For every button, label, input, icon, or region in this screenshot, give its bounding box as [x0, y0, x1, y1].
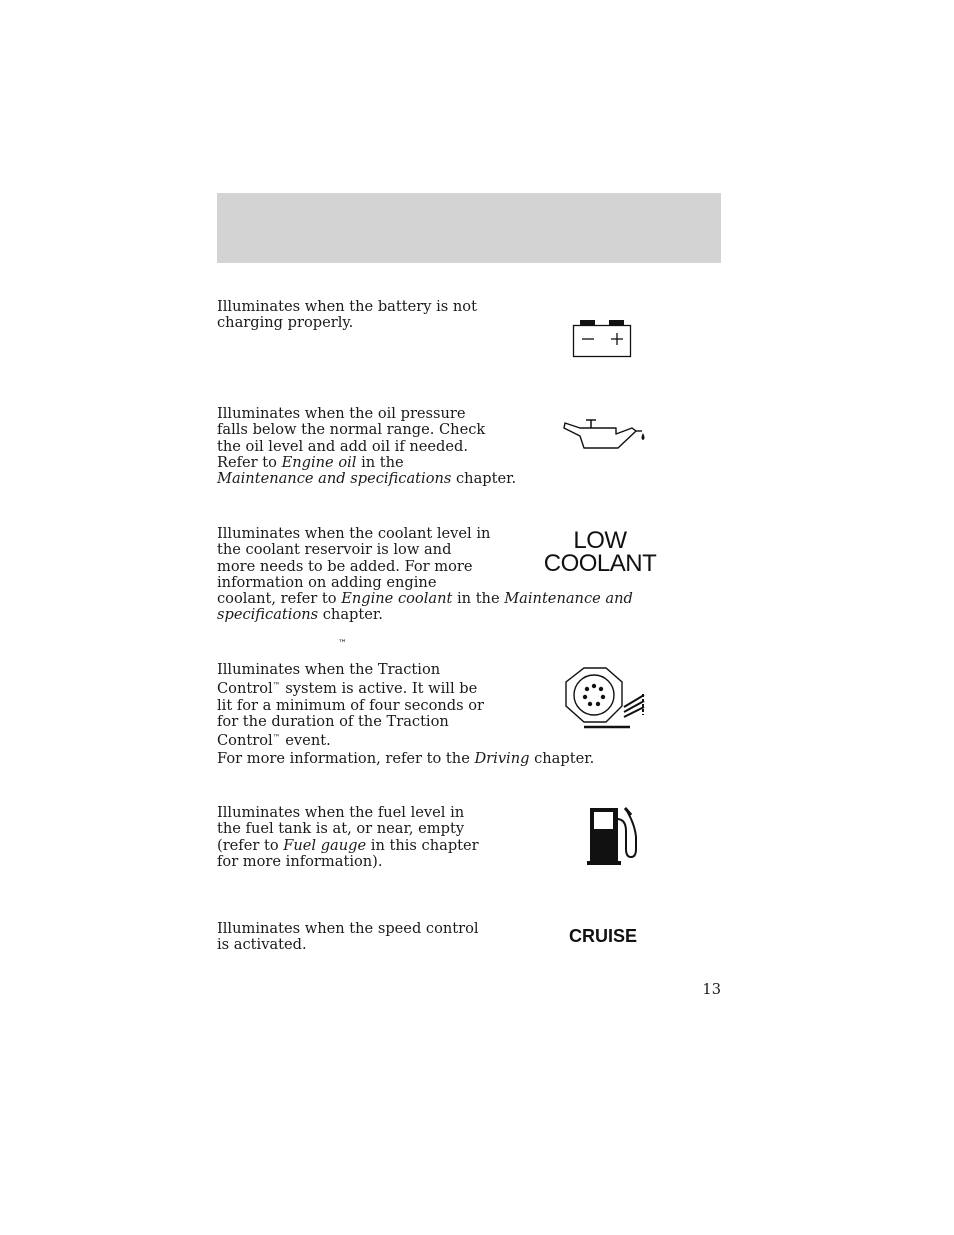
traction-text-1: Illuminates when the Traction Control: [217, 661, 441, 698]
low-coolant-line-2: COOLANT: [543, 550, 657, 577]
coolant-ref-engine-coolant: Engine coolant: [341, 590, 453, 608]
oil-ref-engine-oil: Engine oil: [281, 453, 357, 471]
trademark-mark: ™: [338, 639, 347, 649]
cruise-label: CRUISE: [568, 926, 637, 946]
oil-pressure-description: [217, 406, 516, 487]
trademark-superscript: ™: [272, 681, 281, 691]
more-info-text-1: For more information, refer to the: [217, 750, 475, 767]
traction-control-description: [217, 662, 484, 749]
more-info-text-2: chapter.: [529, 750, 595, 767]
traction-control-icon: [560, 665, 650, 733]
fuel-text-1: Illuminates when the fuel level in the fuel tank is at, or near, empty (refer to: [217, 804, 465, 854]
oil-text-1: Illuminates when the oil pressure falls below the normal range. Check the oil level and add oil if needed. Refer to: [217, 405, 486, 471]
battery-description: Illuminates when the battery is not charging properly.: [217, 298, 477, 332]
traction-more-info: [217, 751, 594, 767]
fuel-text-2: in this chapter for more information).: [217, 836, 479, 870]
trademark-superscript: ™: [272, 733, 281, 743]
oil-can-icon: [560, 414, 650, 454]
coolant-text-1: Illuminates when the coolant level in the coolant reservoir is low and more needs to be added. For more information on adding engine coolant, refer to: [217, 525, 491, 608]
oil-ref-chapter: Maintenance and specifications: [217, 470, 452, 488]
traction-text-3: event.: [280, 732, 331, 750]
oil-text-3: chapter.: [451, 470, 517, 488]
header-band: [217, 193, 721, 263]
fuel-gauge-ref: Fuel gauge: [283, 836, 367, 854]
coolant-ref-chapter: Maintenance and specifications: [217, 590, 633, 624]
page-number: 13: [702, 981, 721, 998]
oil-text-2: in the: [361, 453, 404, 471]
low-coolant-line-1: LOW: [573, 527, 627, 554]
coolant-text-3: chapter.: [318, 606, 383, 624]
traction-text-2: system is active. It will be lit for a minimum of four seconds or for the duration of the Traction Control: [217, 680, 485, 750]
fuel-pump-icon: [585, 805, 640, 867]
cruise-description: Illuminates when the speed control is activated.: [217, 920, 479, 954]
fuel-description: [217, 805, 479, 870]
driving-chapter-ref: Driving: [474, 750, 530, 767]
low-coolant-label: [538, 529, 662, 575]
coolant-text-2: in the: [452, 590, 505, 608]
battery-icon: [570, 318, 634, 360]
